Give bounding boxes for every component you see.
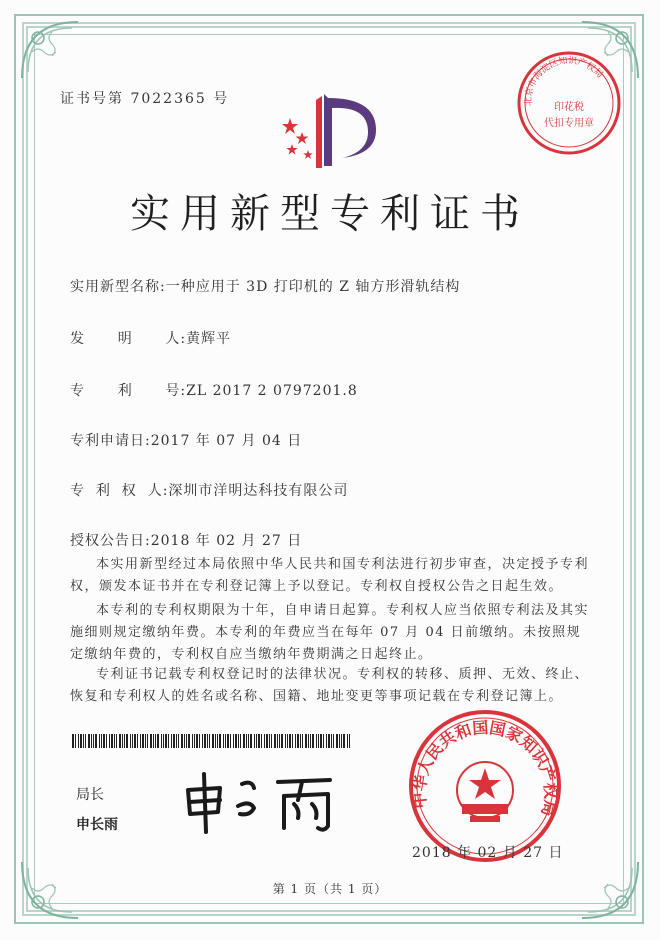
patent-number-row	[70, 380, 358, 400]
cnipa-logo-icon	[272, 88, 384, 172]
grant-date-value: 2018 年 02 月 27 日	[150, 533, 303, 549]
tax-stamp-seal-icon	[514, 48, 624, 158]
patentee-row	[70, 480, 348, 500]
patentee-value: 深圳市洋明达科技有限公司	[168, 483, 349, 499]
certificate-number-label: 证书号第	[60, 91, 124, 107]
filing-date-label: 专利申请日:	[70, 433, 151, 449]
patent-number-label: 专 利 号:	[70, 383, 187, 399]
svg-text:中华人民共和国国家知识产权局: 中华人民共和国国家知识产权局	[409, 717, 561, 819]
grant-date-row	[70, 530, 302, 550]
signer-title: 局长	[76, 786, 104, 802]
page-number: 第 1 页（共 1 页）	[272, 882, 388, 896]
inventor-label: 发 明 人:	[70, 331, 187, 347]
svg-text:北京市海淀区知识产权局: 北京市海淀区知识产权局	[523, 56, 605, 107]
inventor-value: 黄辉平	[186, 331, 232, 347]
certificate-number	[60, 88, 229, 108]
paragraph-grant-decision: 本实用新型经过本局依照中华人民共和国专利法进行初步审查，决定授予专利权，颁发本证书并在专利登记簿上予以登记。专利权自授权公告之日起生效。	[70, 557, 590, 594]
svg-text:代扣专用章: 代扣专用章	[544, 118, 594, 129]
barcode-icon	[72, 734, 352, 748]
seal-date: 2018 年 02 月 27 日	[412, 845, 564, 861]
utility-model-name-row	[70, 276, 460, 296]
inventor-row	[70, 328, 231, 348]
page-title: 实用新型专利证书	[130, 191, 530, 237]
utility-model-name-label: 实用新型名称:	[70, 279, 166, 295]
paragraph-term-and-fees: 本专利的专利权期限为十年，自申请日起算。专利权人应当依照专利法及其实施细则规定缴纳年费。本专利的年费应当在每年 07 月 04 日前缴纳。未按照规定缴纳年费的，专利权自应当缴纳年费期满之日起终止。	[70, 603, 590, 662]
handwritten-signature-icon	[180, 760, 340, 836]
signer-name: 申长雨	[76, 816, 118, 832]
filing-date-value: 2017 年 07 月 04 日	[150, 433, 303, 449]
utility-model-name-value: 一种应用于 3D 打印机的 Z 轴方形滑轨结构	[165, 279, 461, 295]
patentee-label: 专 利 权 人:	[70, 483, 169, 499]
paragraph-legal-status: 专利证书记载专利权登记时的法律状况。专利权的转移、质押、无效、终止、恢复和专利权人的姓名或名称、国籍、地址变更等事项记载在专利登记簿上。	[70, 667, 590, 704]
grant-date-label: 授权公告日:	[70, 533, 151, 549]
certificate-number-suffix: 号	[213, 91, 230, 107]
corner-ornament-icon	[18, 18, 82, 82]
patent-number-value: ZL 2017 2 0797201.8	[186, 383, 358, 399]
certificate-number-value: 7022365	[130, 91, 207, 107]
svg-text:印花税: 印花税	[554, 102, 584, 113]
filing-date-row	[70, 430, 302, 450]
